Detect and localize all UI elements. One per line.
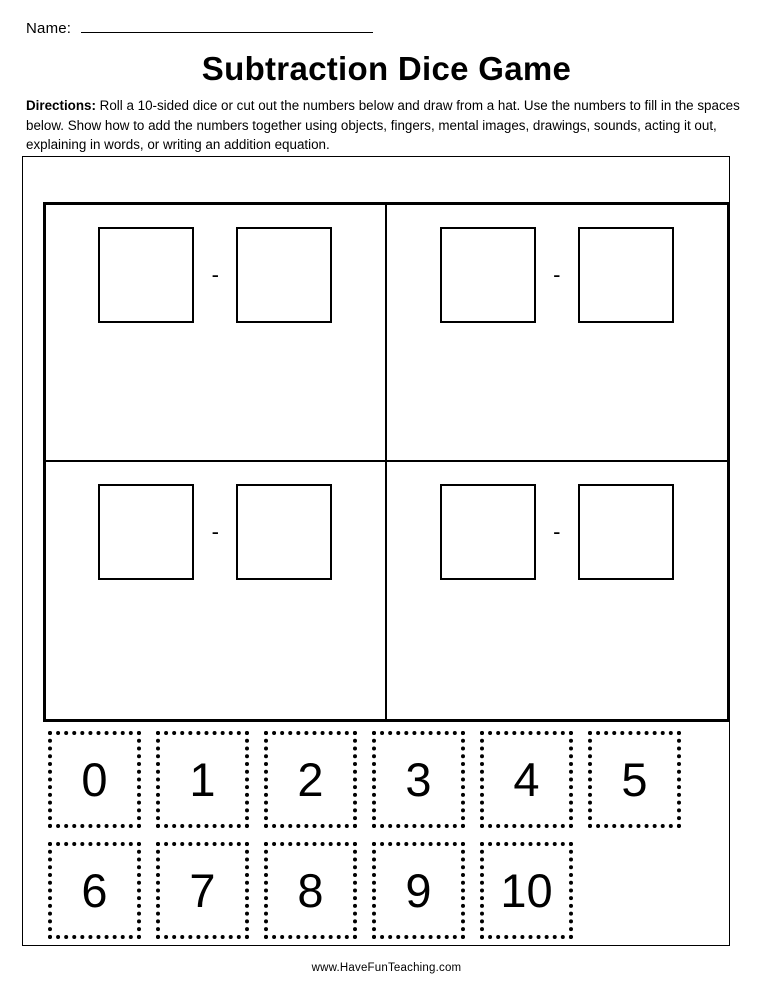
- equation-3: [98, 484, 332, 580]
- number-card[interactable]: 9: [372, 842, 465, 939]
- minuend-box-1[interactable]: [98, 227, 194, 323]
- problem-cell-2: [387, 205, 728, 462]
- page-title: Subtraction Dice Game: [201, 50, 572, 87]
- number-card[interactable]: 7: [156, 842, 249, 939]
- number-card[interactable]: 5: [588, 731, 681, 828]
- number-card[interactable]: 4: [480, 731, 573, 828]
- directions-text: Roll a 10-sided dice or cut out the numbers below and draw from a hat. Use the numbers to fill in the spaces below. Show how to add the numbers together using objects, fingers, mental images, drawings, sounds, acting it out, explaining in words, or writing an addition equation.: [26, 98, 740, 153]
- minus-operator-3: -: [211, 519, 219, 544]
- subtrahend-box-1[interactable]: [236, 227, 332, 323]
- minuend-box-4[interactable]: [440, 484, 536, 580]
- subtrahend-box-4[interactable]: [578, 484, 674, 580]
- number-card[interactable]: 8: [264, 842, 357, 939]
- number-card[interactable]: 10: [480, 842, 573, 939]
- directions-label: Directions:: [26, 98, 96, 113]
- minus-operator-2: -: [553, 262, 561, 287]
- footer-url: www.HaveFunTeaching.com: [311, 962, 462, 974]
- number-card[interactable]: 1: [156, 731, 249, 828]
- problem-grid: [43, 202, 730, 722]
- directions-paragraph: [26, 96, 742, 155]
- number-card[interactable]: 0: [48, 731, 141, 828]
- minus-operator-4: -: [553, 519, 561, 544]
- problem-cell-1: [46, 205, 387, 462]
- number-card[interactable]: 3: [372, 731, 465, 828]
- problem-cell-3: [46, 462, 387, 719]
- name-label: Name:: [26, 20, 72, 37]
- minuend-box-3[interactable]: [98, 484, 194, 580]
- equation-2: [440, 227, 674, 323]
- number-card-row-2: [48, 842, 726, 939]
- number-card-row-1: [48, 731, 726, 828]
- number-card[interactable]: 6: [48, 842, 141, 939]
- minuend-box-2[interactable]: [440, 227, 536, 323]
- minus-operator-1: -: [211, 262, 219, 287]
- number-card[interactable]: 2: [264, 731, 357, 828]
- number-cards: [48, 731, 726, 953]
- equation-1: [98, 227, 332, 323]
- subtrahend-box-3[interactable]: [236, 484, 332, 580]
- equation-4: [440, 484, 674, 580]
- name-field-row: [26, 20, 373, 37]
- problem-cell-4: [387, 462, 728, 719]
- subtrahend-box-2[interactable]: [578, 227, 674, 323]
- name-write-line[interactable]: [81, 31, 373, 33]
